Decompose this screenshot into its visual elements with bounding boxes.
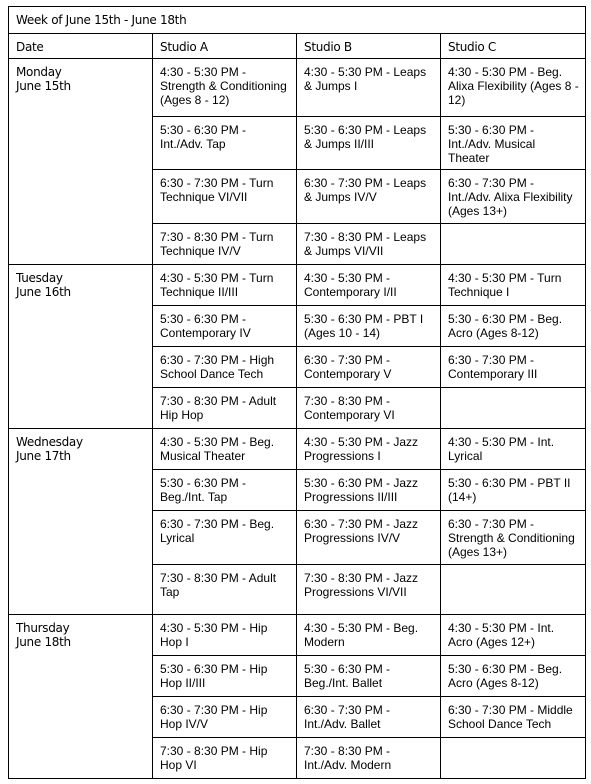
day-name: Wednesday bbox=[16, 435, 83, 449]
class-cell-studio-c bbox=[441, 224, 586, 265]
class-cell-studio-b: 7:30 - 8:30 PM - Leaps & Jumps VI/VII bbox=[297, 224, 441, 265]
class-cell-studio-b: 6:30 - 7:30 PM - Contemporary V bbox=[297, 347, 441, 388]
class-cell-studio-b: 7:30 - 8:30 PM - Contemporary VI bbox=[297, 388, 441, 429]
class-cell-studio-b: 4:30 - 5:30 PM - Leaps & Jumps I bbox=[297, 59, 441, 117]
day-date: June 17th bbox=[16, 449, 71, 463]
class-cell-studio-a: 7:30 - 8:30 PM - Hip Hop VI bbox=[153, 738, 297, 779]
class-cell-studio-a: 4:30 - 5:30 PM - Hip Hop I bbox=[153, 615, 297, 656]
column-header-date: Date bbox=[9, 34, 153, 59]
class-cell-studio-c bbox=[441, 388, 586, 429]
class-cell-studio-c: 5:30 - 6:30 PM - Beg. Acro (Ages 8-12) bbox=[441, 656, 586, 697]
class-cell-studio-c: 6:30 - 7:30 PM - Strength & Conditioning (Ages 13+) bbox=[441, 511, 586, 565]
schedule-row bbox=[9, 265, 586, 306]
class-cell-studio-b: 7:30 - 8:30 PM - Int./Adv. Modern bbox=[297, 738, 441, 779]
schedule-row bbox=[9, 615, 586, 656]
class-cell-studio-b: 6:30 - 7:30 PM - Int./Adv. Ballet bbox=[297, 697, 441, 738]
class-cell-studio-b: 6:30 - 7:30 PM - Leaps & Jumps IV/V bbox=[297, 170, 441, 224]
class-cell-studio-c bbox=[441, 565, 586, 615]
schedule-body bbox=[9, 59, 586, 779]
class-cell-studio-b: 6:30 - 7:30 PM - Jazz Progressions IV/V bbox=[297, 511, 441, 565]
class-cell-studio-c: 5:30 - 6:30 PM - Beg. Acro (Ages 8-12) bbox=[441, 306, 586, 347]
class-cell-studio-a: 5:30 - 6:30 PM - Contemporary IV bbox=[153, 306, 297, 347]
day-date: June 15th bbox=[16, 79, 71, 93]
day-cell bbox=[9, 265, 153, 429]
day-date: June 18th bbox=[16, 635, 71, 649]
schedule-table bbox=[8, 6, 586, 779]
day-cell bbox=[9, 59, 153, 265]
column-header-studio-c: Studio C bbox=[441, 34, 586, 59]
class-cell-studio-c: 6:30 - 7:30 PM - Middle School Dance Tech bbox=[441, 697, 586, 738]
day-cell bbox=[9, 429, 153, 615]
class-cell-studio-b: 5:30 - 6:30 PM - Beg./Int. Ballet bbox=[297, 656, 441, 697]
class-cell-studio-a: 4:30 - 5:30 PM - Turn Technique II/III bbox=[153, 265, 297, 306]
class-cell-studio-b: 5:30 - 6:30 PM - PBT I (Ages 10 - 14) bbox=[297, 306, 441, 347]
class-cell-studio-a: 7:30 - 8:30 PM - Turn Technique IV/V bbox=[153, 224, 297, 265]
class-cell-studio-a: 7:30 - 8:30 PM - Adult Tap bbox=[153, 565, 297, 615]
class-cell-studio-b: 4:30 - 5:30 PM - Beg. Modern bbox=[297, 615, 441, 656]
class-cell-studio-a: 6:30 - 7:30 PM - Turn Technique VI/VII bbox=[153, 170, 297, 224]
class-cell-studio-b: 7:30 - 8:30 PM - Jazz Progressions VI/VII bbox=[297, 565, 441, 615]
class-cell-studio-a: 6:30 - 7:30 PM - High School Dance Tech bbox=[153, 347, 297, 388]
column-header-studio-a: Studio A bbox=[153, 34, 297, 59]
class-cell-studio-a: 4:30 - 5:30 PM - Strength & Conditioning (Ages 8 - 12) bbox=[153, 59, 297, 117]
day-name: Monday bbox=[16, 65, 62, 79]
class-cell-studio-a: 6:30 - 7:30 PM - Beg. Lyrical bbox=[153, 511, 297, 565]
class-cell-studio-a: 4:30 - 5:30 PM - Beg. Musical Theater bbox=[153, 429, 297, 470]
column-header-studio-b: Studio B bbox=[297, 34, 441, 59]
title-row bbox=[9, 7, 586, 34]
class-cell-studio-a: 5:30 - 6:30 PM - Beg./Int. Tap bbox=[153, 470, 297, 511]
class-cell-studio-c: 6:30 - 7:30 PM - Int./Adv. Alixa Flexibility (Ages 13+) bbox=[441, 170, 586, 224]
class-cell-studio-b: 4:30 - 5:30 PM - Contemporary I/II bbox=[297, 265, 441, 306]
class-cell-studio-a: 5:30 - 6:30 PM - Hip Hop II/III bbox=[153, 656, 297, 697]
schedule-row bbox=[9, 59, 586, 117]
header-row bbox=[9, 34, 586, 59]
class-cell-studio-c: 5:30 - 6:30 PM - Int./Adv. Musical Theater bbox=[441, 117, 586, 170]
class-cell-studio-c bbox=[441, 738, 586, 779]
day-name: Thursday bbox=[16, 621, 70, 635]
day-cell bbox=[9, 615, 153, 779]
day-date: June 16th bbox=[16, 285, 71, 299]
class-cell-studio-c: 6:30 - 7:30 PM - Contemporary III bbox=[441, 347, 586, 388]
class-cell-studio-b: 4:30 - 5:30 PM - Jazz Progressions I bbox=[297, 429, 441, 470]
class-cell-studio-a: 5:30 - 6:30 PM - Int./Adv. Tap bbox=[153, 117, 297, 170]
class-cell-studio-c: 4:30 - 5:30 PM - Int. Acro (Ages 12+) bbox=[441, 615, 586, 656]
day-name: Tuesday bbox=[16, 271, 63, 285]
class-cell-studio-c: 4:30 - 5:30 PM - Beg. Alixa Flexibility (Ages 8 - 12) bbox=[441, 59, 586, 117]
class-cell-studio-b: 5:30 - 6:30 PM - Leaps & Jumps II/III bbox=[297, 117, 441, 170]
class-cell-studio-c: 5:30 - 6:30 PM - PBT II (14+) bbox=[441, 470, 586, 511]
class-cell-studio-b: 5:30 - 6:30 PM - Jazz Progressions II/III bbox=[297, 470, 441, 511]
class-cell-studio-a: 7:30 - 8:30 PM - Adult Hip Hop bbox=[153, 388, 297, 429]
class-cell-studio-c: 4:30 - 5:30 PM - Int. Lyrical bbox=[441, 429, 586, 470]
class-cell-studio-a: 6:30 - 7:30 PM - Hip Hop IV/V bbox=[153, 697, 297, 738]
schedule-row bbox=[9, 429, 586, 470]
class-cell-studio-c: 4:30 - 5:30 PM - Turn Technique I bbox=[441, 265, 586, 306]
schedule-title: Week of June 15th - June 18th bbox=[9, 7, 586, 34]
